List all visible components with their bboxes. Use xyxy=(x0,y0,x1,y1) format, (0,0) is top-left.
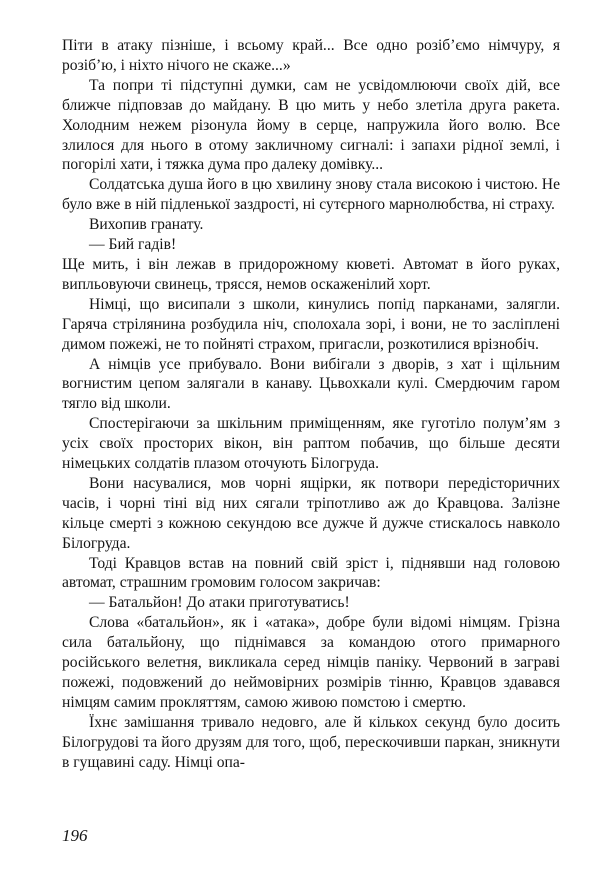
paragraph: — Батальйон! До атаки приготуватись! xyxy=(89,594,350,612)
paragraph: Солдатська душа його в цю хвилину знову стала високою і чистою. Не було вже в ній підленької заздрості, ні сутєрного марнолюбства, ні страху. xyxy=(62,176,560,214)
paragraph: А німців усе прибувало. Вони вибігали з дворів, з хат і щільним вогнистим цепом залягали в канаву. Цьвохкали кулі. Смердючим гаром тягло від школи. xyxy=(62,355,560,413)
paragraph: Та попри ті підступні думки, сам не усвідомлюючи своїх дій, все ближче підповзав до майдану. В цю мить у небо злетіла друга ракета. Холодним нежем різонула йому в серце, напружила його волю. Все злилося для нього в отому закличному сигналі: і запахи рідної землі, і погорілі хати, і тяжка дума про далеку домівку... xyxy=(62,76,560,174)
page-number: 196 xyxy=(62,826,88,845)
paragraph: Німці, що висипали з школи, кинулись попід парканами, залягли. Гаряча стрілянина розбудила ніч, сполохала зорі, і вони, не то засліплені димом пожежі, не то пойняті страхом, пригасли, розкотилися врізнобіч. xyxy=(62,295,560,353)
paragraph: — Бий гадів! xyxy=(89,236,177,254)
paragraph: Тоді Кравцов встав на повний свій зріст і, піднявши над головою автомат, страшним громовим голосом закричав: xyxy=(62,554,560,592)
paragraph: Вони насувалися, мов чорні ящірки, як потвори передісторичних часів, і чорні тіні від них сягали тріпотливо аж до Кравцова. Залізне кільце смерті з кожною секундою все дужче й дужче стискалось навколо Білогруда. xyxy=(62,474,560,552)
page-text xyxy=(62,36,560,773)
paragraph: Спостерігаючи за шкільним приміщенням, яке гуготіло полум’ям з усіх своїх просторих вікон, він раптом побачив, що більше десяти німецьких солдатів плазом оточують Білогруда. xyxy=(62,415,560,473)
paragraph: Слова «батальйон», як і «атака», добре були відомі німцям. Грізна сила батальйону, що піднімався за командою отого примарного російського велетня, викликала серед німців паніку. Червоний в заграві пожежі, подовжений до неймовірних розмірів тінню, Кравцов здавався німцям самим прокляттям, самою живою помстою і смертю. xyxy=(62,614,560,711)
paragraph: Ще мить, і він лежав в придорожному кюветі. Автомат в його руках, випльовуючи свинець, трясся, немов оскаженілий хорт. xyxy=(62,255,560,293)
paragraph: Піти в атаку пізніше, і всьому край... Все одно розіб’ємо німчуру, я розіб’ю, і ніхто нічого не скаже...» xyxy=(62,37,560,74)
paragraph: Їхнє замішання тривало недовго, але й кількох секунд було досить Білогрудові та його друзям для того, щоб, перескочивши паркан, зникнути в гущавині саду. Німці опа- xyxy=(62,713,560,771)
paragraph: Вихопив гранату. xyxy=(89,216,204,234)
